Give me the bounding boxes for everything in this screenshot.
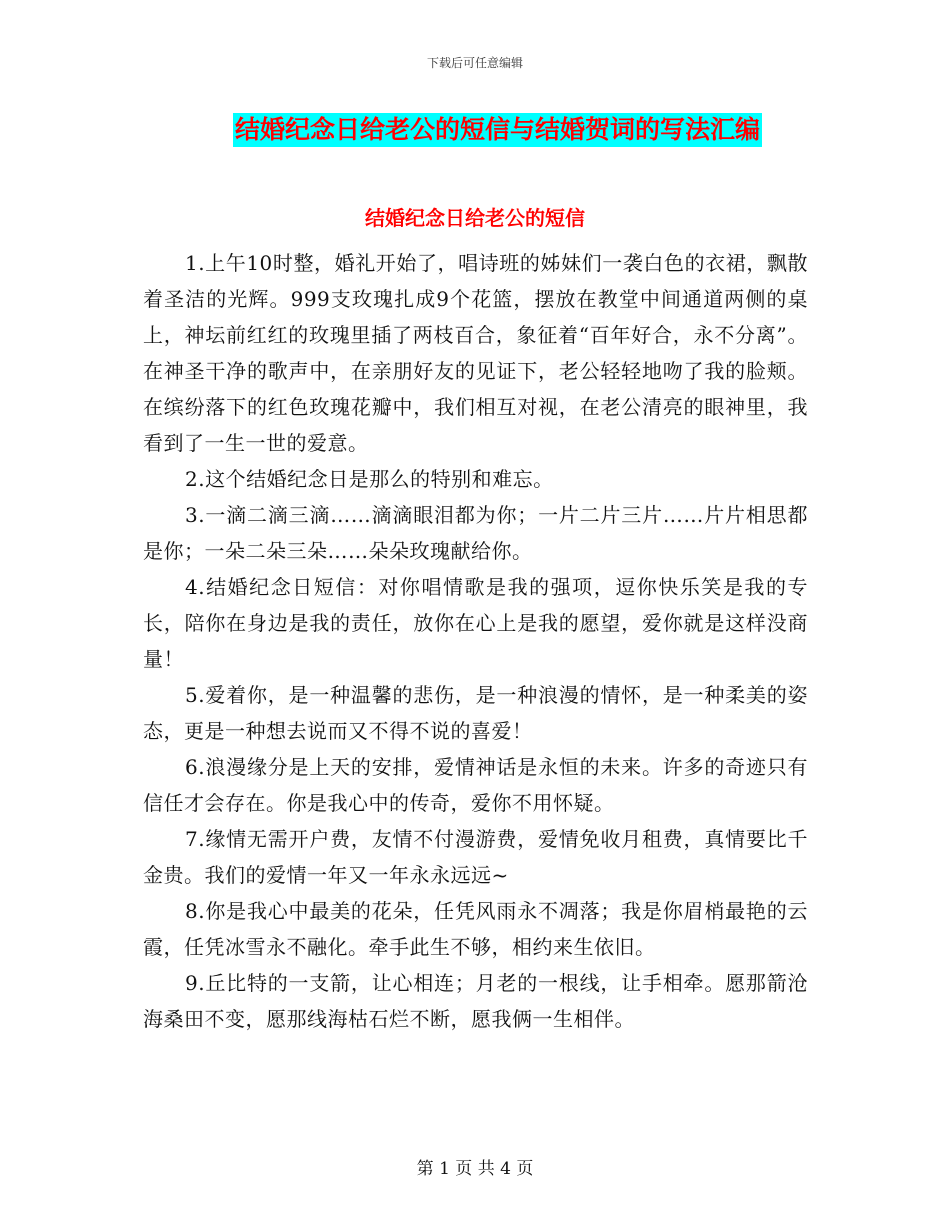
section-title: 结婚纪念日给老公的短信	[365, 206, 585, 230]
page-footer-indicator: 第 1 页 共 4 页	[416, 1159, 534, 1179]
paragraph-2: 2.这个结婚纪念日是那么的特别和难忘。	[185, 467, 554, 491]
document-body	[143, 245, 808, 1037]
paragraph-1: 1.上午10时整，婚礼开始了，唱诗班的姊妹们一袭白色的衣裙，飘散着圣洁的光辉。999支玫瑰扎成9个花篮，摆放在教堂中间通道两侧的桌上，神坛前红红的玫瑰里插了两枝百合，象征着“百年好合，永不分离”。在神圣干净的歌声中，在亲朋好友的见证下，老公轻轻地吻了我的脸颊。在缤纷落下的红色玫瑰花瓣中，我们相互对视，在老公清亮的眼神里，我看到了一生一世的爱意。	[143, 251, 808, 455]
page-header-note: 下载后可任意编辑	[426, 56, 523, 70]
paragraph-8: 8.你是我心中最美的花朵，任凭风雨永不凋落；我是你眉梢最艳的云霞，任凭冰雪永不融化。牵手此生不够，相约来生依旧。	[143, 899, 808, 959]
paragraph-7: 7.缘情无需开户费，友情不付漫游费，爱情免收月租费，真情要比千金贵。我们的爱情一年又一年永永远远~	[143, 827, 808, 887]
document-title-container	[0, 113, 950, 147]
paragraph-4: 4.结婚纪念日短信：对你唱情歌是我的强项，逗你快乐笑是我的专长，陪你在身边是我的责任，放你在心上是我的愿望，爱你就是这样没商量！	[143, 575, 808, 671]
paragraph-6: 6.浪漫缘分是上天的安排，爱情神话是永恒的未来。许多的奇迹只有信任才会存在。你是我心中的传奇，爱你不用怀疑。	[143, 755, 808, 815]
paragraph-5: 5.爱着你，是一种温馨的悲伤，是一种浪漫的情怀，是一种柔美的姿态，更是一种想去说而又不得不说的喜爱！	[143, 683, 808, 743]
document-title: 结婚纪念日给老公的短信与结婚贺词的写法汇编	[233, 113, 762, 147]
paragraph-9: 9.丘比特的一支箭，让心相连；月老的一根线，让手相牵。愿那箭沧海桑田不变，愿那线海枯石烂不断，愿我俩一生相伴。	[143, 971, 808, 1031]
paragraph-3: 3.一滴二滴三滴……滴滴眼泪都为你；一片二片三片……片片相思都是你；一朵二朵三朵……朵朵玫瑰献给你。	[143, 503, 808, 563]
